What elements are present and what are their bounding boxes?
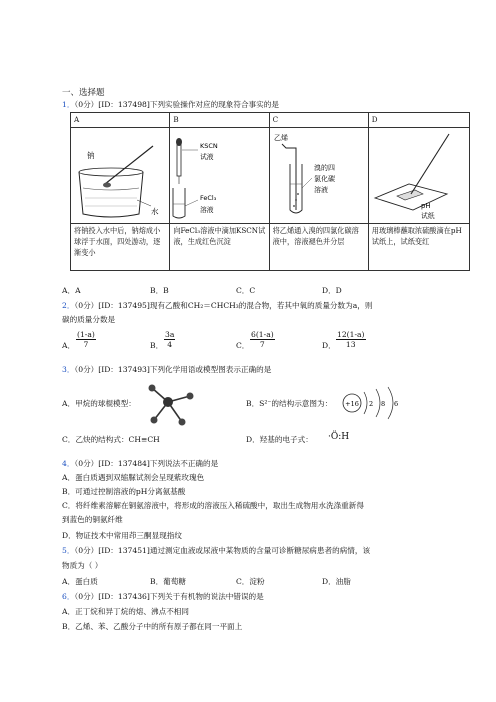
label-paper: 试纸 [420, 212, 435, 220]
label-water: 水 [151, 207, 159, 216]
label-bromine-2: 氯化碳 [313, 175, 335, 183]
question-2-stem-cont: 碳的质量分数是 [62, 315, 116, 324]
option-a-label[interactable]: A． [62, 341, 76, 350]
description-c: 将乙烯通入溴的四氯化碳溶液中，溶液褪色并分层 [269, 224, 368, 271]
question-text: （0分）[ID：137451]通过测定血液或尿液中某物质的含量可诊断糖尿病患者的病情，该 [74, 546, 371, 555]
numerator: 6(1-a) [251, 330, 274, 339]
question-number: 6． [62, 592, 75, 601]
question-number: 3． [62, 365, 75, 374]
option-d-fraction [336, 330, 366, 349]
option-b[interactable]: B．葡萄糖 [150, 577, 186, 586]
description-d: 用玻璃棒蘸取浓硫酸滴在pH试纸上，试纸变红 [368, 224, 469, 271]
question-4-stem [62, 458, 218, 469]
numerator: (1-a) [77, 330, 95, 339]
option-b[interactable]: B．S²⁻的结构示意图为： [246, 399, 333, 408]
sulfide-ion-structure-diagram [340, 386, 420, 420]
description-a: 将钠投入水中后，钠熔成小球浮于水面，四处游动，逐渐变小 [71, 224, 170, 271]
question-2-stem [62, 300, 372, 311]
option-b[interactable]: B．乙烯、苯、乙酸分子中的所有原子都在同一平面上 [62, 622, 243, 631]
diagram-a-cell [71, 128, 170, 224]
option-a-fraction [76, 330, 96, 349]
question-6-stem [62, 591, 264, 602]
label-kscn: KSCN [200, 142, 219, 150]
option-d[interactable]: D．D [322, 286, 342, 295]
question-number: 1． [62, 100, 75, 109]
label-kscn-reagent: 试液 [200, 153, 214, 161]
option-d[interactable]: D．物证技术中常用茚三酮显现指纹 [62, 531, 182, 540]
label-ph: pH [420, 202, 431, 210]
label-sodium: 钠 [87, 151, 95, 160]
denominator: 7 [83, 340, 89, 349]
label-bromine-3: 溶液 [313, 186, 328, 194]
hydroxyl-electron-formula: ·Ö:H [328, 432, 350, 442]
ethylene-bromine-diagram [270, 128, 368, 220]
ph-paper-diagram [369, 128, 469, 220]
methane-ball-stick-model [138, 380, 200, 430]
question-5-stem-cont: 物质为（ ） [62, 561, 103, 570]
sodium-water-diagram [71, 128, 169, 220]
option-a[interactable]: A．蛋白质 [62, 577, 98, 586]
denominator: 4 [167, 340, 173, 349]
question-text: （0分）[ID：137436]下列关于有机物的说法中错误的是 [74, 592, 264, 601]
option-c-label[interactable]: C． [236, 341, 250, 350]
option-d[interactable]: D．羟基的电子式： [246, 435, 313, 444]
numerator: 3a [165, 330, 175, 339]
option-b[interactable]: B．B [150, 286, 169, 295]
col-header-c: C [269, 113, 368, 128]
diagram-c-cell [269, 128, 368, 224]
shell-3-count: 6 [394, 400, 399, 408]
nucleus-charge: +16 [345, 400, 359, 408]
description-b: 向FeCl₃溶液中滴加KSCN试液，生成红色沉淀 [170, 224, 269, 271]
diagram-d-cell [368, 128, 469, 224]
question-text: （0分）[ID：137498]下列实验操作对应的现象符合事实的是 [74, 100, 279, 109]
col-header-a: A [71, 113, 170, 128]
question-text: （0分）[ID：137493]下列化学用语或模型图表示正确的是 [74, 365, 272, 374]
shell-1-count: 2 [369, 400, 374, 408]
label-fecl3: FeCl₃ [200, 194, 217, 202]
question-3-stem [62, 364, 271, 375]
option-b[interactable]: B．可通过控制溶液的pH分离氨基酸 [62, 487, 186, 496]
option-d-label[interactable]: D． [322, 341, 336, 350]
label-solution: 溶液 [200, 206, 214, 214]
question-number: 4． [62, 459, 75, 468]
question-1-stem [62, 99, 279, 110]
q1-table [70, 112, 470, 271]
option-a[interactable]: A．正丁烷和异丁烷的熔、沸点不相同 [62, 607, 189, 616]
option-a[interactable]: A．甲烷的球棍模型： [62, 399, 136, 408]
option-c-cont: 到蓝色的铜氨纤维 [62, 515, 123, 524]
col-header-d: D [368, 113, 469, 128]
option-d[interactable]: D．油脂 [322, 577, 351, 586]
kscn-fecl3-diagram [170, 128, 268, 220]
shell-2-count: 8 [381, 400, 386, 408]
question-number: 2． [62, 301, 75, 310]
label-ethylene: 乙烯 [273, 134, 288, 142]
option-c-fraction [250, 330, 275, 349]
diagram-b-cell [170, 128, 269, 224]
question-text: （0分）[ID：137495]现有乙酸和CH₂＝CHCH₃的混合物，若其中氧的质量分数为a，则 [74, 301, 373, 310]
denominator: 13 [345, 340, 356, 349]
question-text: （0分）[ID：137484]下列说法不正确的是 [74, 459, 219, 468]
col-header-b: B [170, 113, 269, 128]
option-c[interactable]: C．淀粉 [236, 577, 265, 586]
question-number: 5． [62, 546, 75, 555]
option-b-label[interactable]: B． [150, 341, 164, 350]
option-c[interactable]: C．将纤维素溶解在铜氨溶液中，将形成的溶液压入稀硫酸中，取出生成物用水洗涤重新得 [62, 501, 364, 510]
option-b-fraction [164, 330, 175, 349]
option-c[interactable]: C．C [236, 286, 256, 295]
option-c[interactable]: C．乙炔的结构式：CH≡CH [62, 435, 160, 444]
denominator: 7 [259, 340, 265, 349]
option-a[interactable]: A．蛋白质遇到双缩脲试剂会呈现紫玫瑰色 [62, 473, 205, 482]
option-a[interactable]: A．A [62, 286, 81, 295]
label-bromine-1: 溴的四 [313, 164, 335, 172]
numerator: 12(1-a) [337, 330, 365, 339]
question-5-stem [62, 545, 370, 556]
section-title: 一、选择题 [62, 88, 105, 98]
